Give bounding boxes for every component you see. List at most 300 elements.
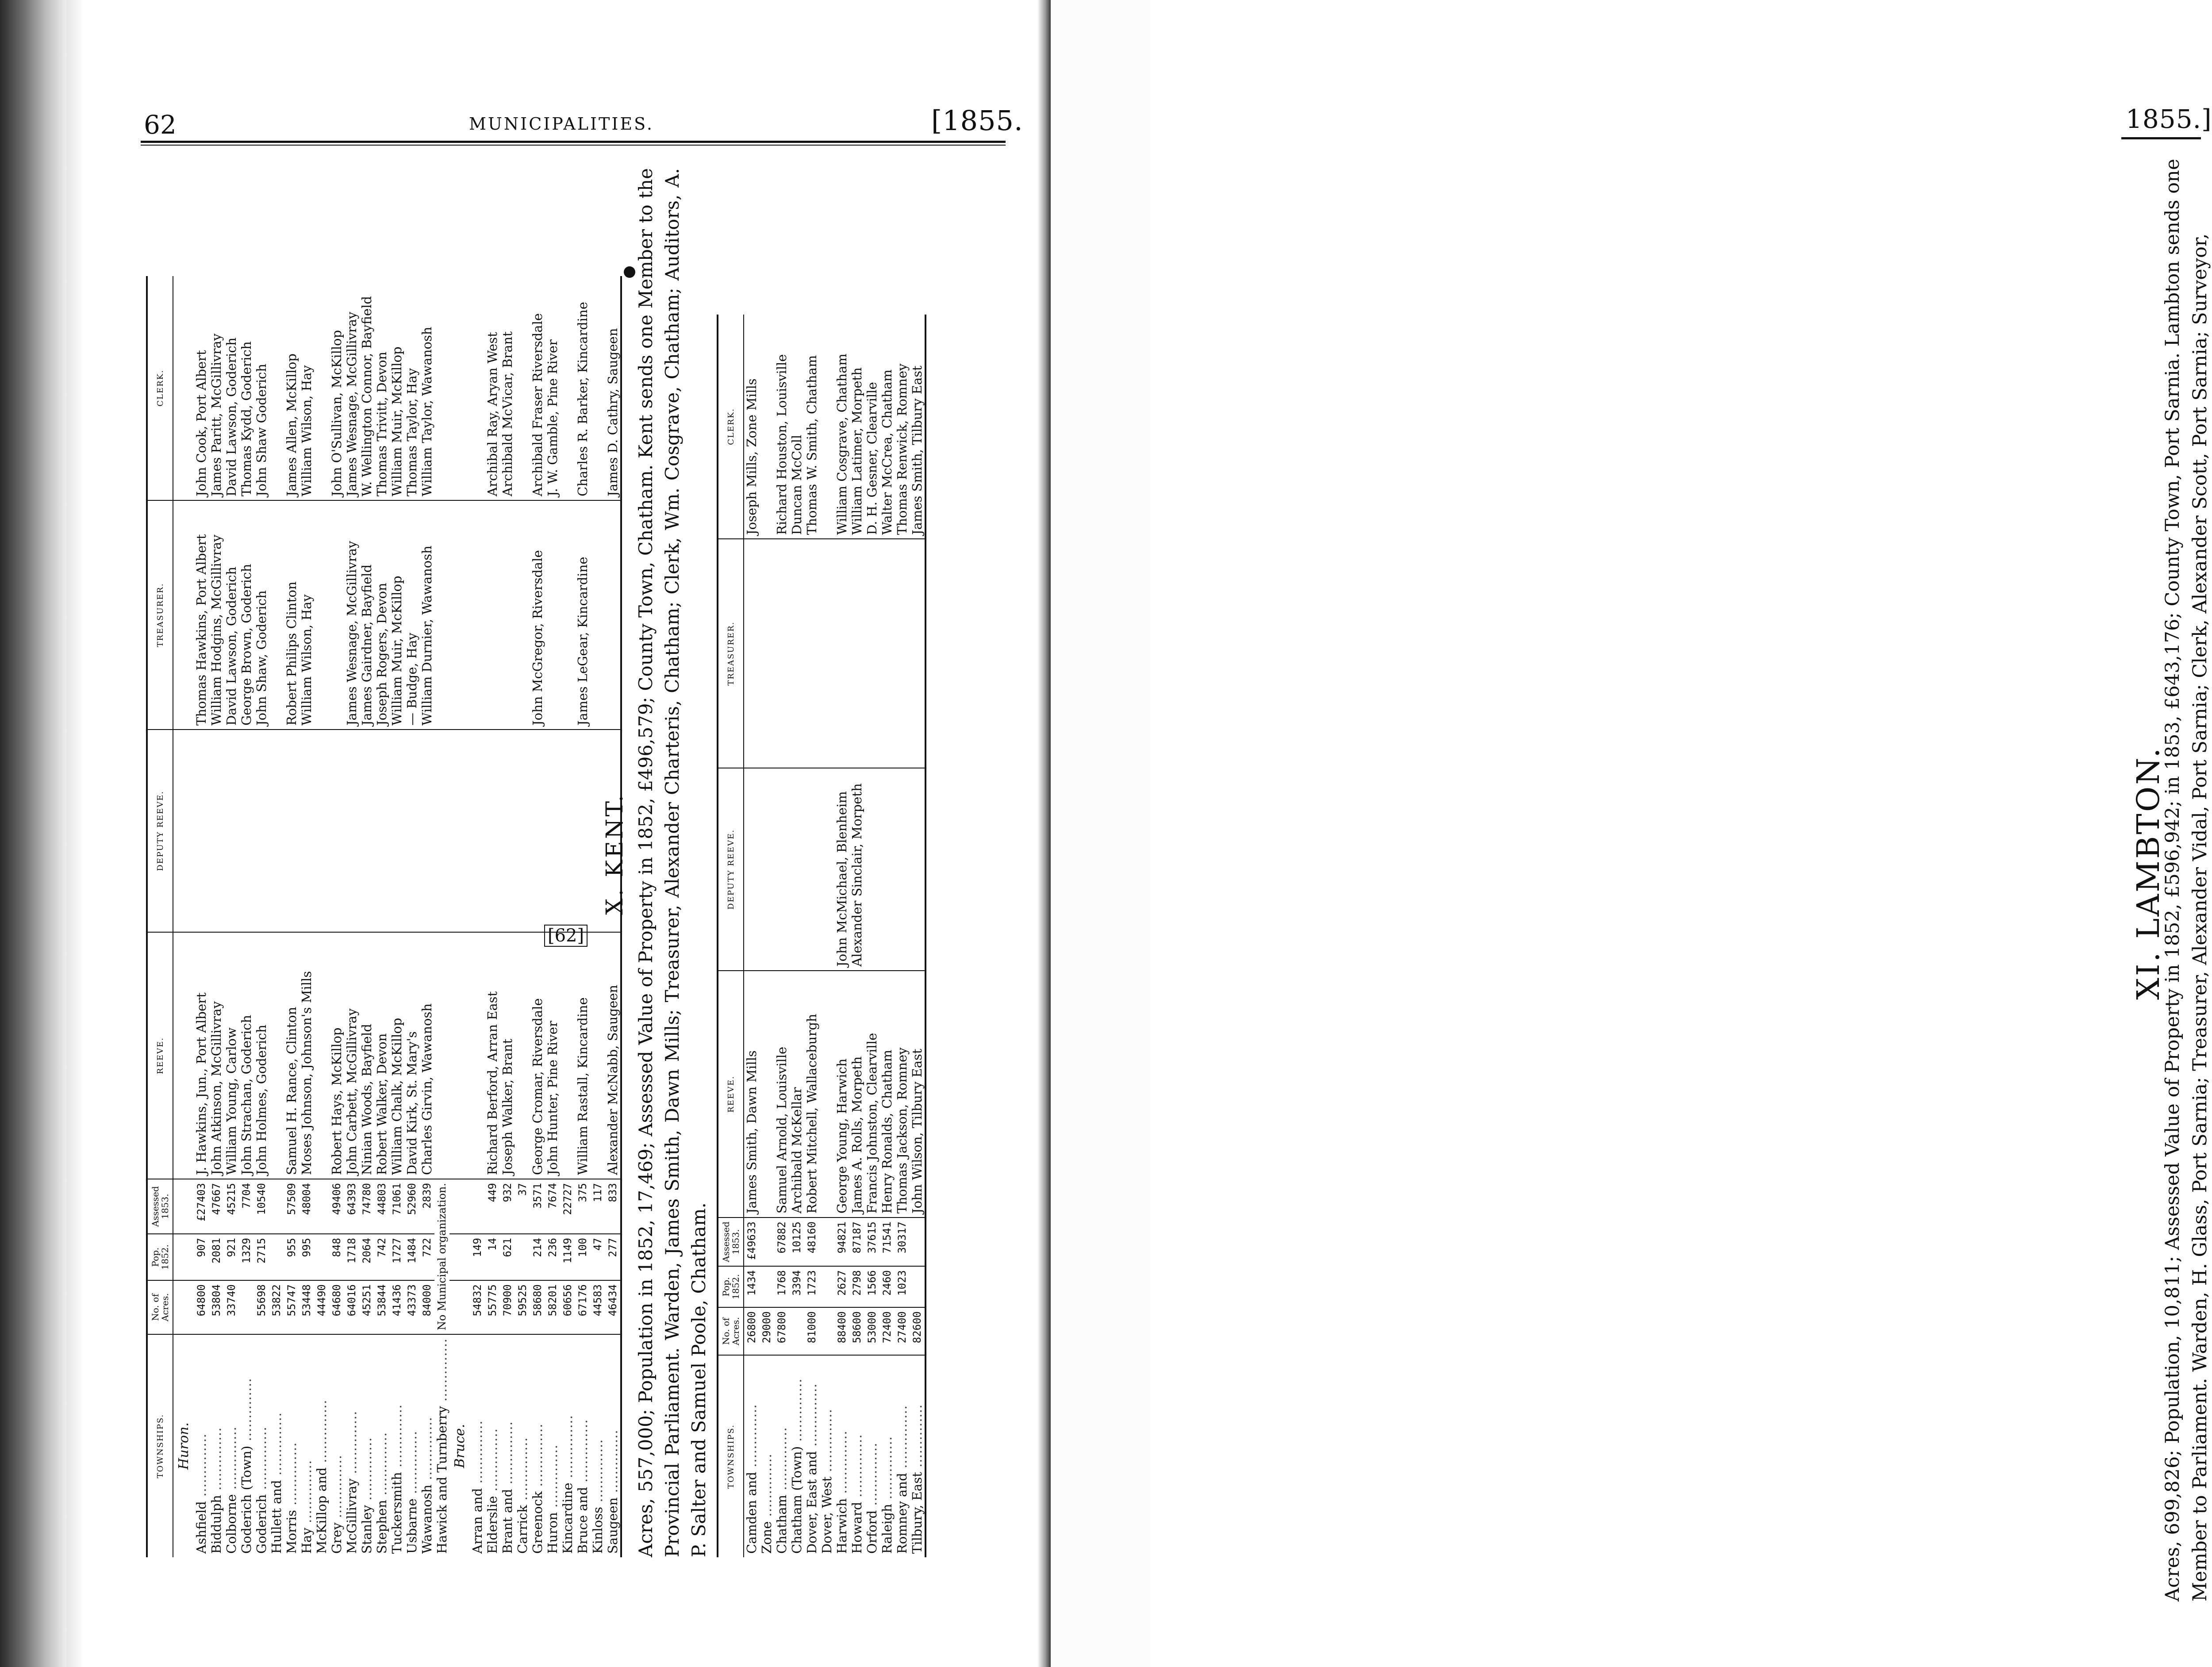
table-row (575, 276, 590, 1557)
cell-assessed: £27403 (194, 1179, 209, 1234)
cell-deputy-reeve (344, 730, 359, 932)
cell-clerk: J. W. Gamble, Pine River (545, 276, 560, 500)
cell-acres (239, 1280, 254, 1334)
table-row (209, 276, 224, 1557)
cell-population: 2715 (254, 1234, 269, 1280)
cell-clerk: William Wilson, Hay (299, 276, 314, 500)
table-header-row (147, 276, 173, 1557)
cell-township: Grey ..... (329, 1334, 344, 1557)
cell-population: 2798 (849, 1266, 864, 1307)
cell-reeve: Moses Johnson, Johnson's Mills (299, 932, 314, 1179)
col-clerk: CLERK. (147, 276, 173, 500)
cell-population (314, 1234, 329, 1280)
cell-clerk: John O'Sullivan, McKillop (329, 276, 344, 500)
cell-acres (789, 1307, 804, 1355)
cell-clerk: Joseph Mills, Zone Mills (744, 315, 759, 539)
cell-population (515, 1234, 530, 1280)
cell-reeve: James A. Rolls, Morpeth (849, 971, 864, 1218)
cell-population: 277 (605, 1234, 621, 1280)
cell-deputy-reeve (789, 768, 804, 971)
cell-township: Romney and ..... (895, 1355, 910, 1557)
cell-assessed: 74780 (359, 1179, 374, 1234)
cell-assessed: 48160 (804, 1218, 819, 1266)
page-gutter (66, 0, 84, 1667)
cell-township: Hawick and Turnberry ..... (434, 1334, 449, 1557)
cell-acres: 84000 (419, 1280, 434, 1334)
cell-population: 2081 (209, 1234, 224, 1280)
empty-cell (173, 1179, 194, 1234)
cell-reeve: George Young, Harwich (834, 971, 849, 1218)
cell-assessed: 375 (575, 1179, 590, 1234)
cell-deputy-reeve (314, 730, 329, 932)
table-header-row (718, 315, 744, 1557)
cell-reeve: Francis Johnston, Clearville (864, 971, 879, 1218)
table-row (789, 315, 804, 1557)
table-row (329, 276, 344, 1557)
cell-population: 621 (500, 1234, 515, 1280)
cell-treasurer (895, 539, 910, 768)
cell-deputy-reeve (269, 730, 284, 932)
cell-assessed: 7674 (545, 1179, 560, 1234)
cell-township: Zone ..... (759, 1355, 774, 1557)
cell-reeve: John Wilson, Tilbury East (910, 971, 926, 1218)
cell-assessed: 449 (485, 1179, 500, 1234)
col-assessed: Assessed 1853. (147, 1179, 173, 1234)
cell-treasurer (329, 500, 344, 730)
cell-clerk (560, 276, 575, 500)
cell-deputy-reeve (545, 730, 560, 932)
cell-township: Tuckersmith ..... (389, 1334, 404, 1557)
cell-assessed: 87187 (849, 1218, 864, 1266)
col-deputy: DEPUTY REEVE. (147, 730, 173, 932)
cell-reeve: David Kirk, St. Mary's (404, 932, 419, 1179)
cell-treasurer (500, 500, 515, 730)
cell-deputy-reeve (389, 730, 404, 932)
cell-assessed (470, 1179, 485, 1234)
cell-deputy-reeve (910, 768, 926, 971)
cell-treasurer (774, 539, 789, 768)
cell-clerk (314, 276, 329, 500)
cell-assessed: 52960 (404, 1179, 419, 1234)
cell-deputy-reeve (560, 730, 575, 932)
cell-clerk: David Lawson, Goderich (224, 276, 239, 500)
cell-acres: 55747 (284, 1280, 299, 1334)
page-reference: [62] (544, 925, 588, 947)
cell-township: Wawanosh ..... (419, 1334, 434, 1557)
cell-acres: 41436 (389, 1280, 404, 1334)
cell-acres: 53448 (299, 1280, 314, 1334)
group-label: Bruce. (452, 1424, 468, 1468)
col-treasurer: TREASURER. (718, 539, 744, 768)
cell-treasurer (759, 539, 774, 768)
cell-acres: 55698 (254, 1280, 269, 1334)
page-number: 62 (144, 110, 177, 140)
cell-deputy-reeve (194, 730, 209, 932)
cell-acres: 27400 (895, 1307, 910, 1355)
cell-clerk: Richard Houston, Louisville (774, 315, 789, 539)
cell-reeve: George Cromar, Riversdale (530, 932, 545, 1179)
cell-township: Chatham (Town) ..... (789, 1355, 804, 1557)
cell-reeve: Joseph Walker, Brant (500, 932, 515, 1179)
cell-reeve: Robert Hays, McKillop (329, 932, 344, 1179)
cell-township: Carrick ..... (515, 1334, 530, 1557)
kent-description: Acres, 557,000; Population in 1852, 17,469; Assessed Value of Property in 1852, £496,579; County Town, Chatham. Kent sends one Member to the Provincial Parliament. Warden, James Smith, Dawn Mills; Treasurer, Alexander Charteris, Chatham; Clerk, Wm. Cosgrave, Chatham; Auditors, A. P. Salter and Samuel Poole, Chatham. (635, 168, 710, 1557)
cell-reeve: Henry Ronalds, Chatham (879, 971, 895, 1218)
cell-assessed: 71061 (389, 1179, 404, 1234)
cell-township: Howard ..... (849, 1355, 864, 1557)
cell-acres: 33740 (224, 1280, 239, 1334)
cell-township: Morris ..... (284, 1334, 299, 1557)
cell-reeve: Richard Berford, Arran East (485, 932, 500, 1179)
cell-clerk: James Paritt, McGillivray (209, 276, 224, 500)
cell-treasurer (560, 500, 575, 730)
cell-treasurer (314, 500, 329, 730)
table-row (344, 276, 359, 1557)
facing-page (1051, 0, 2212, 1667)
cell-clerk: Charles R. Barker, Kincardine (575, 276, 590, 500)
cell-assessed: 64393 (344, 1179, 359, 1234)
table-row (374, 276, 389, 1557)
cell-township: Dover, East and ..... (804, 1355, 819, 1557)
cell-acres: 72400 (879, 1307, 895, 1355)
cell-deputy-reeve (419, 730, 434, 932)
running-title: MUNICIPALITIES. (469, 114, 654, 134)
cell-reeve: John Strachan, Goderich (239, 932, 254, 1179)
cell-clerk: James D. Cathry, Saugeen (605, 276, 621, 500)
col-deputy: DEPUTY REEVE. (718, 768, 744, 971)
cell-treasurer: William Wilson, Hay (299, 500, 314, 730)
cell-clerk (759, 315, 774, 539)
cell-population: 1023 (895, 1266, 910, 1307)
cell-treasurer: William Muir, McKillop (389, 500, 404, 730)
cell-treasurer (744, 539, 759, 768)
cell-population: 921 (224, 1234, 239, 1280)
table-row (359, 276, 374, 1557)
cell-assessed: 30317 (895, 1218, 910, 1266)
table-row (560, 276, 575, 1557)
cell-assessed: 10540 (254, 1179, 269, 1234)
cell-clerk: Thomas W. Smith, Chatham (804, 315, 819, 539)
lambton-line-1: Acres, 699,826; Population, 10,811; Assessed Value of Property in 1852, £596,942; in 1853, £643,176; County Town, Port Sarnia. Lambton sends one (2162, 158, 2184, 1602)
cell-township: Huron ..... (545, 1334, 560, 1557)
table-row (744, 315, 759, 1557)
cell-reeve (434, 932, 449, 1179)
cell-acres: 58680 (530, 1280, 545, 1334)
col-acres: No. of Acres. (147, 1280, 173, 1334)
cell-acres (819, 1307, 834, 1355)
cell-acres: 29000 (759, 1307, 774, 1355)
cell-clerk (515, 276, 530, 500)
cell-reeve (269, 932, 284, 1179)
cell-clerk: W. Wellington Connor, Bayfield (359, 276, 374, 500)
cell-treasurer (819, 539, 834, 768)
cell-deputy-reeve (500, 730, 515, 932)
empty-cell (449, 730, 470, 932)
cell-acres: 59525 (515, 1280, 530, 1334)
cell-treasurer: Thomas Hawkins, Port Albert (194, 500, 209, 730)
lambton-line-2: Member to Parliament. Warden, H. Glass, Port Sarnia; Treasurer, Alexander Vidal, Port Sarnia; Clerk, Alexander Scott, Port Sarnia; Surveyor, (2189, 233, 2211, 1602)
cell-clerk: William Muir, McKillop (389, 276, 404, 500)
cell-clerk: Thomas Renwick, Romney (895, 315, 910, 539)
cell-township: Greenock ..... (530, 1334, 545, 1557)
cell-clerk: Archibal Ray, Aryan West (485, 276, 500, 500)
cell-assessed (759, 1218, 774, 1266)
cell-population: 2064 (359, 1234, 374, 1280)
cell-clerk: James Smith, Tilbury East (910, 315, 926, 539)
table-row (224, 276, 239, 1557)
cell-deputy-reeve (515, 730, 530, 932)
cell-township: Hay ..... (299, 1334, 314, 1557)
cell-treasurer: James Wesnage, McGillivray (344, 500, 359, 730)
cell-acres: 64800 (194, 1280, 209, 1334)
cell-acres: 54832 (470, 1280, 485, 1334)
cell-population: 1484 (404, 1234, 419, 1280)
cell-acres: 53804 (209, 1280, 224, 1334)
cell-assessed: 833 (605, 1179, 621, 1234)
empty-cell (449, 932, 470, 1179)
table-row (879, 315, 895, 1557)
cell-assessed: 44803 (374, 1179, 389, 1234)
cell-treasurer (515, 500, 530, 730)
table-row (804, 315, 819, 1557)
empty-cell (173, 276, 194, 500)
cell-assessed: 37615 (864, 1218, 879, 1266)
cell-acres: 44490 (314, 1280, 329, 1334)
cell-treasurer (545, 500, 560, 730)
cell-deputy-reeve (434, 730, 449, 932)
col-reeve: REEVE. (718, 971, 744, 1218)
cell-reeve: William Chalk, McKillop (389, 932, 404, 1179)
cell-assessed: 2839 (419, 1179, 434, 1234)
cell-population (819, 1266, 834, 1307)
cell-deputy-reeve (254, 730, 269, 932)
cell-population: 2627 (834, 1266, 849, 1307)
cell-population: 14 (485, 1234, 500, 1280)
table-row (254, 276, 269, 1557)
cell-deputy-reeve (864, 768, 879, 971)
cell-acres: 53822 (269, 1280, 284, 1334)
cell-acres: 55775 (485, 1280, 500, 1334)
cell-treasurer: William Durnier, Wawanosh (419, 500, 434, 730)
cell-acres: 82600 (910, 1307, 926, 1355)
cell-deputy-reeve (284, 730, 299, 932)
cell-assessed: 117 (590, 1179, 605, 1234)
cell-assessed: 94821 (834, 1218, 849, 1266)
cell-clerk: John Cook, Port Albert (194, 276, 209, 500)
cell-township: Biddulph ..... (209, 1334, 224, 1557)
table-row (434, 276, 449, 1557)
cell-deputy-reeve (470, 730, 485, 932)
cell-assessed (910, 1218, 926, 1266)
cell-assessed: 71541 (879, 1218, 895, 1266)
table-row (269, 276, 284, 1557)
cell-acres: 88400 (834, 1307, 849, 1355)
cell-reeve: William Rastall, Kincardine (575, 932, 590, 1179)
cell-township: Arran and ..... (470, 1334, 485, 1557)
cell-reeve: J. Hawkins, Jun., Port Albert (194, 932, 209, 1179)
cell-deputy-reeve: Alexander Sinclair, Morpeth (849, 768, 864, 971)
cell-clerk: Archibald Fraser Riversdale (530, 276, 545, 500)
cell-assessed (269, 1179, 284, 1234)
cell-deputy-reeve (209, 730, 224, 932)
cell-reeve: Thomas Jackson, Romney (895, 971, 910, 1218)
empty-cell (449, 1179, 470, 1234)
col-treasurer: TREASURER. (147, 500, 173, 730)
cell-treasurer: David Lawson, Goderich (224, 500, 239, 730)
cell-clerk: William Latimer, Morpeth (849, 315, 864, 539)
cell-acres: 60656 (560, 1280, 575, 1334)
cell-acres: 70900 (500, 1280, 515, 1334)
cell-population: 100 (575, 1234, 590, 1280)
table-row (299, 276, 314, 1557)
cell-township: Dover, West ..... (819, 1355, 834, 1557)
cell-population: 214 (530, 1234, 545, 1280)
cell-township: Goderich (Town) ..... (239, 1334, 254, 1557)
cell-assessed: 48004 (299, 1179, 314, 1234)
huron-bruce-table (146, 276, 622, 1557)
cell-township: Hullett and ..... (269, 1334, 284, 1557)
cell-township: Orford ..... (864, 1355, 879, 1557)
cell-township: Colborne ..... (224, 1334, 239, 1557)
cell-deputy-reeve (804, 768, 819, 971)
cell-deputy-reeve (575, 730, 590, 932)
book-binding-shadow (0, 0, 66, 1667)
cell-treasurer (864, 539, 879, 768)
col-clerk: CLERK. (718, 315, 744, 539)
cell-deputy-reeve (404, 730, 419, 932)
cell-reeve: Charles Girvin, Wawanosh (419, 932, 434, 1179)
cell-population: 47 (590, 1234, 605, 1280)
cell-reeve (819, 971, 834, 1218)
page-year: [1855. (931, 104, 1023, 137)
table-row (895, 315, 910, 1557)
cell-reeve: Alexander McNabb, Saugeen (605, 932, 621, 1179)
cell-acres: 67176 (575, 1280, 590, 1334)
cell-acres: 26800 (744, 1307, 759, 1355)
cell-treasurer (789, 539, 804, 768)
cell-clerk: James Wesnage, McGillivray (344, 276, 359, 500)
table-row (284, 276, 299, 1557)
cell-clerk: John Shaw Goderich (254, 276, 269, 500)
empty-cell (173, 1234, 194, 1280)
cell-reeve (759, 971, 774, 1218)
cell-clerk: Walter McCrea, Chatham (879, 315, 895, 539)
cell-population (759, 1266, 774, 1307)
cell-treasurer: James Gairdner, Bayfield (359, 500, 374, 730)
cell-deputy-reeve (895, 768, 910, 971)
cell-acres: 44583 (590, 1280, 605, 1334)
cell-population: 2460 (879, 1266, 895, 1307)
cell-assessed: 67882 (774, 1218, 789, 1266)
table-row (314, 276, 329, 1557)
table-row (864, 315, 879, 1557)
cell-reeve (470, 932, 485, 1179)
col-townships: TOWNSHIPS. (718, 1355, 744, 1557)
table-row (404, 276, 419, 1557)
table-row (515, 276, 530, 1557)
cell-township: Tilbury, East ..... (910, 1355, 926, 1557)
cell-treasurer (879, 539, 895, 768)
cell-clerk: D. H. Gesner, Clearville (864, 315, 879, 539)
cell-acres: 67800 (774, 1307, 789, 1355)
lambton-section-title: XI. LAMBTON. (2130, 746, 2166, 1000)
cell-population: 1149 (560, 1234, 575, 1280)
empty-cell (173, 500, 194, 730)
empty-cell (449, 1234, 470, 1280)
col-townships: TOWNSHIPS. (147, 1334, 173, 1557)
cell-assessed: 10125 (789, 1218, 804, 1266)
cell-reeve: Samuel H. Rance, Clinton (284, 932, 299, 1179)
cell-deputy-reeve (239, 730, 254, 932)
kent-section-title: X. KENT. (602, 793, 628, 915)
col-acres: No. of Acres. (718, 1307, 744, 1355)
cell-acres: 53844 (374, 1280, 389, 1334)
cell-acres: 58201 (545, 1280, 560, 1334)
cell-acres: 43373 (404, 1280, 419, 1334)
cell-township: Kincardine ..... (560, 1334, 575, 1557)
table-row (239, 276, 254, 1557)
cell-reeve: William Young, Carlow (224, 932, 239, 1179)
cell-clerk (269, 276, 284, 500)
cell-deputy-reeve (774, 768, 789, 971)
cell-deputy-reeve (744, 768, 759, 971)
empty-cell (173, 1280, 194, 1334)
cell-assessed: 49406 (329, 1179, 344, 1234)
cell-treasurer: James LeGear, Kincardine (575, 500, 590, 730)
cell-acres: 45251 (359, 1280, 374, 1334)
table-row (500, 276, 515, 1557)
cell-population: 1768 (774, 1266, 789, 1307)
cell-treasurer: John McGregor, Riversdale (530, 500, 545, 730)
cell-acres: 53000 (864, 1307, 879, 1355)
cell-clerk: Thomas Trivitt, Devon (374, 276, 389, 500)
cell-assessed: 932 (500, 1179, 515, 1234)
cell-clerk (819, 315, 834, 539)
empty-cell (173, 730, 194, 932)
empty-cell (449, 1280, 470, 1334)
cell-reeve: John Atkinson, McGillivray (209, 932, 224, 1179)
cell-treasurer: John Shaw, Goderich (254, 500, 269, 730)
cell-township: McKillop and ..... (314, 1334, 329, 1557)
table-row (470, 276, 485, 1557)
cell-clerk: William Taylor, Wawanosh (419, 276, 434, 500)
cell-acres: 81000 (804, 1307, 819, 1355)
cell-treasurer: — Budge, Hay (404, 500, 419, 730)
cell-reeve: James Smith, Dawn Mills (744, 971, 759, 1218)
cell-reeve (314, 932, 329, 1179)
rotated-page-content (142, 150, 1009, 1557)
cell-population (910, 1266, 926, 1307)
cell-population: 1723 (804, 1266, 819, 1307)
cell-acres: 58600 (849, 1307, 864, 1355)
table-row (759, 315, 774, 1557)
cell-reeve: John Holmes, Goderich (254, 932, 269, 1179)
cell-deputy-reeve (224, 730, 239, 932)
table-row (819, 315, 834, 1557)
cell-treasurer: Joseph Rogers, Devon (374, 500, 389, 730)
cell-treasurer (269, 500, 284, 730)
cell-clerk: James Allen, McKillop (284, 276, 299, 500)
cell-township: Stephen ..... (374, 1334, 389, 1557)
cell-reeve: Samuel Arnold, Louisville (774, 971, 789, 1218)
cell-assessed: 37 (515, 1179, 530, 1234)
cell-population: 1727 (389, 1234, 404, 1280)
page-fold-shadow (1037, 0, 1051, 1667)
cell-assessed: 47667 (209, 1179, 224, 1234)
table-row (545, 276, 560, 1557)
table-row (849, 315, 864, 1557)
cell-clerk: Archibald McVicar, Brant (500, 276, 515, 500)
